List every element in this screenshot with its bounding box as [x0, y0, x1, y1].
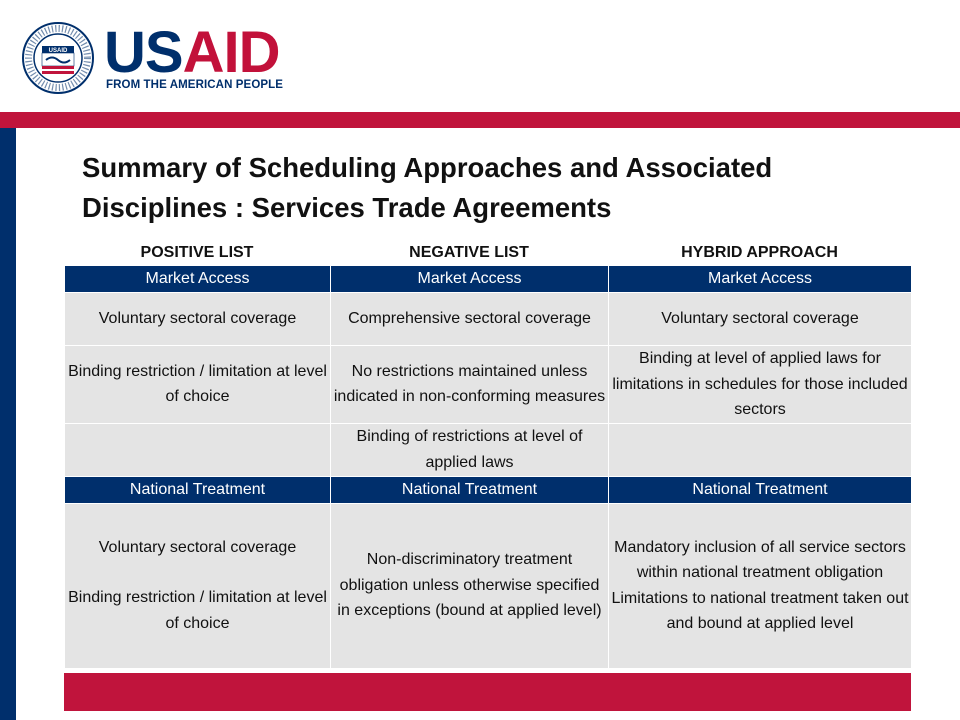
logo-aid: AID — [182, 20, 280, 85]
usaid-wordmark — [104, 20, 280, 85]
table-cell: Comprehensive sectoral coverage — [331, 293, 609, 346]
cell-gap — [67, 560, 328, 585]
positive-nt-coverage: Voluntary sectoral coverage — [98, 538, 297, 556]
table-cell: Binding at level of applied laws for limitations in schedules for those included sectors — [609, 346, 912, 424]
table-row — [65, 293, 912, 346]
slide-title: Summary of Scheduling Approaches and Associated Disciplines : Services Trade Agreements — [82, 152, 773, 223]
summary-table — [64, 265, 912, 669]
left-blue-bar — [0, 128, 16, 720]
table-cell: Binding of restrictions at level of applied laws — [331, 423, 609, 476]
national-treatment-header-row — [65, 476, 912, 503]
seal-center-text: USAID — [48, 48, 68, 54]
logo-tagline: FROM THE AMERICAN PEOPLE — [106, 79, 284, 91]
logo-us: US — [104, 20, 183, 85]
table-header-cell: National Treatment — [609, 476, 912, 503]
table-cell: Voluntary sectoral coverage — [65, 293, 331, 346]
market-access-header-row — [65, 266, 912, 293]
table-cell: Voluntary sectoral coverage — [609, 293, 912, 346]
table-cell — [65, 423, 331, 476]
table-cell: Binding restriction / limitation at level of choice — [65, 346, 331, 424]
table-row — [65, 346, 912, 424]
top-red-bar — [0, 112, 960, 128]
hybrid-nt-limitations: Limitations to national treatment taken out and bound at applied level — [611, 589, 909, 632]
column-heading-hybrid: HYBRID APPROACH — [681, 244, 838, 261]
table-cell — [65, 503, 331, 668]
table-cell — [609, 423, 912, 476]
table-header-cell: National Treatment — [65, 476, 331, 503]
table-cell — [609, 503, 912, 668]
table-header-cell: Market Access — [331, 266, 609, 293]
column-heading-positive: POSITIVE LIST — [140, 244, 254, 261]
table-cell: No restrictions maintained unless indicated in non-conforming measures — [331, 346, 609, 424]
positive-nt-binding: Binding restriction / limitation at level of choice — [68, 589, 327, 632]
usaid-seal-icon — [22, 22, 94, 94]
table-header-cell: National Treatment — [331, 476, 609, 503]
hybrid-nt-inclusion: Mandatory inclusion of all service sectors within national treatment obligation — [614, 538, 906, 581]
table-row — [65, 503, 912, 668]
bottom-red-bar — [64, 673, 911, 711]
table-header-cell: Market Access — [65, 266, 331, 293]
column-heading-negative: NEGATIVE LIST — [409, 244, 529, 261]
table-header-cell: Market Access — [609, 266, 912, 293]
table-cell: Non-discriminatory treatment obligation unless otherwise specified in exceptions (bound at applied level) — [331, 503, 609, 668]
table-row — [65, 423, 912, 476]
header — [0, 0, 960, 112]
